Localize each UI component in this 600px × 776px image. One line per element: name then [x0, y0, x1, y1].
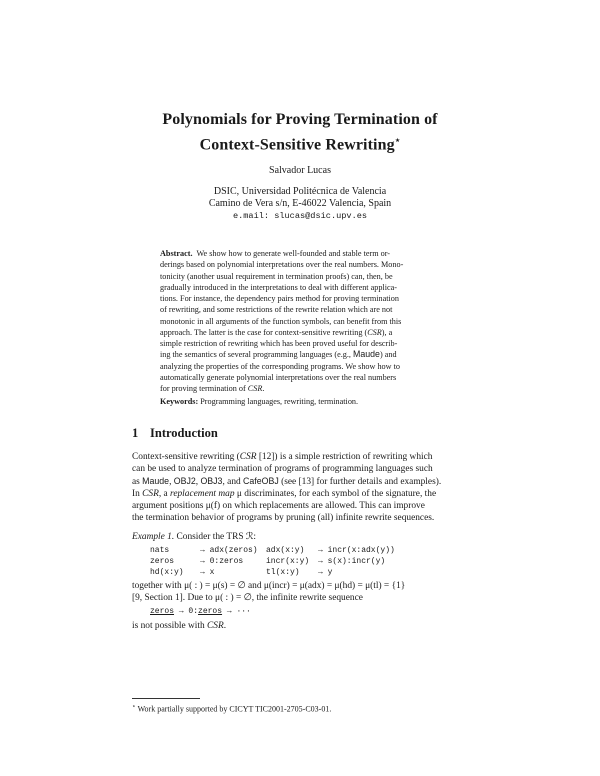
- affiliation-line2: Camino de Vera s/n, E-46022 Valencia, Spain: [208, 198, 392, 209]
- section-number: 1: [132, 426, 139, 440]
- keywords: [160, 396, 442, 407]
- intro-line-2: can be used to analyze termination of programs of programming languages such: [132, 464, 433, 475]
- footnote: [132, 702, 331, 715]
- footnote-text: Work partially supported by CICYT TIC2001-2705-C03-01.: [135, 704, 332, 714]
- keywords-text: Programming languages, rewriting, termination.: [200, 397, 359, 406]
- author-email: e.mail: slucas@dsic.upv.es: [232, 211, 368, 221]
- example-label: Example 1.: [132, 532, 175, 542]
- abstract-line-7: monotonic in all arguments of the function symbols, can benefit from this: [160, 316, 402, 326]
- intro-paragraph: [132, 451, 472, 525]
- sequence-row: zeros → 0:zeros → ···: [150, 607, 251, 616]
- abstract: [160, 248, 442, 394]
- rule-6: tl(x:y) → y: [266, 568, 333, 578]
- section-title: Introduction: [150, 426, 218, 440]
- title-footnote-mark: ⋆: [394, 135, 401, 145]
- intro-line-4: In CSR, a replacement map μ discriminates, for each symbol of the signature, the: [132, 489, 437, 500]
- abstract-line-10: ing the semantics of several programming languages (e.g., Maude) and: [160, 349, 397, 360]
- section-heading: [132, 426, 218, 441]
- example-intro: Consider the TRS ℛ:: [174, 532, 256, 542]
- footnote-mark: ⋆: [132, 704, 136, 710]
- abstract-line-11: analyzing the properties of the corresponding programs. We show how to: [160, 361, 400, 371]
- abstract-line-9: simple restriction of rewriting which has been proved useful for describ-: [160, 339, 398, 348]
- example-conclusion: is not possible with CSR.: [132, 621, 227, 631]
- paper-title-line1: Polynomials for Proving Termination of: [162, 111, 438, 128]
- abstract-line-13: for proving termination of CSR.: [160, 384, 265, 393]
- intro-line-6: the termination behavior of programs by pruning (all) infinite rewrite sequences.: [132, 513, 435, 524]
- rule-5: incr(x:y) → s(x):incr(y): [266, 557, 386, 567]
- keywords-label: Keywords:: [160, 397, 199, 406]
- abstract-line-4: gradually introduced in the interpretations to deal with different applica-: [160, 282, 397, 292]
- paper-title-line2: [0, 130, 600, 155]
- rule-1: nats → adx(zeros): [150, 546, 258, 555]
- intro-line-1: Context-sensitive rewriting (CSR [12]) is a simple restriction of rewriting which: [132, 452, 433, 462]
- paper-title-text: Context-Sensitive Rewriting: [199, 136, 395, 154]
- abstract-line-8: approach. The latter is the case for context-sensitive rewriting (CSR), a: [160, 327, 393, 337]
- rule-4: adx(x:y) → incr(x:adx(y)): [266, 546, 395, 555]
- rule-3: hd(x:y) → x: [150, 568, 215, 578]
- example-body: [132, 580, 472, 604]
- affiliation-line1: DSIC, Universidad Politécnica de Valencia: [213, 186, 387, 197]
- abstract-label: Abstract.: [160, 249, 193, 258]
- intro-line-3: as Maude, OBJ2, OBJ3, and CafeOBJ (see [13] for further details and examples).: [132, 476, 442, 488]
- example-heading: [132, 531, 256, 543]
- abstract-line-3: tonicity (another usual requirement in termination proofs) can, then, be: [160, 271, 393, 281]
- intro-line-5: argument positions μ(f) on which replacements are allowed. This can improve: [132, 501, 425, 512]
- abstract-line-12: automatically generate polynomial interpretations over the real numbers: [160, 372, 397, 382]
- example-line-1: together with μ( : ) = μ(s) = ∅ and μ(incr) = μ(adx) = μ(hd) = μ(tl) = {1}: [132, 581, 406, 591]
- abstract-line-2: derings based on polynomial interpretations over the real numbers. Mono-: [160, 260, 404, 270]
- abstract-line-5: tions. For instance, the dependency pairs method for proving termination: [160, 294, 399, 303]
- example-line-2: [9, Section 1]. Due to μ( : ) = ∅, the infinite rewrite sequence: [132, 593, 363, 604]
- abstract-line-1: Abstract. We show how to generate well-founded and stable term or-: [160, 249, 391, 258]
- rule-2: zeros → 0:zeros: [150, 557, 244, 567]
- author-name: Salvador Lucas: [269, 165, 331, 176]
- abstract-line-6: of rewriting, and some restrictions of the rewrite relation which are not: [160, 305, 393, 315]
- footnote-divider: [132, 698, 200, 699]
